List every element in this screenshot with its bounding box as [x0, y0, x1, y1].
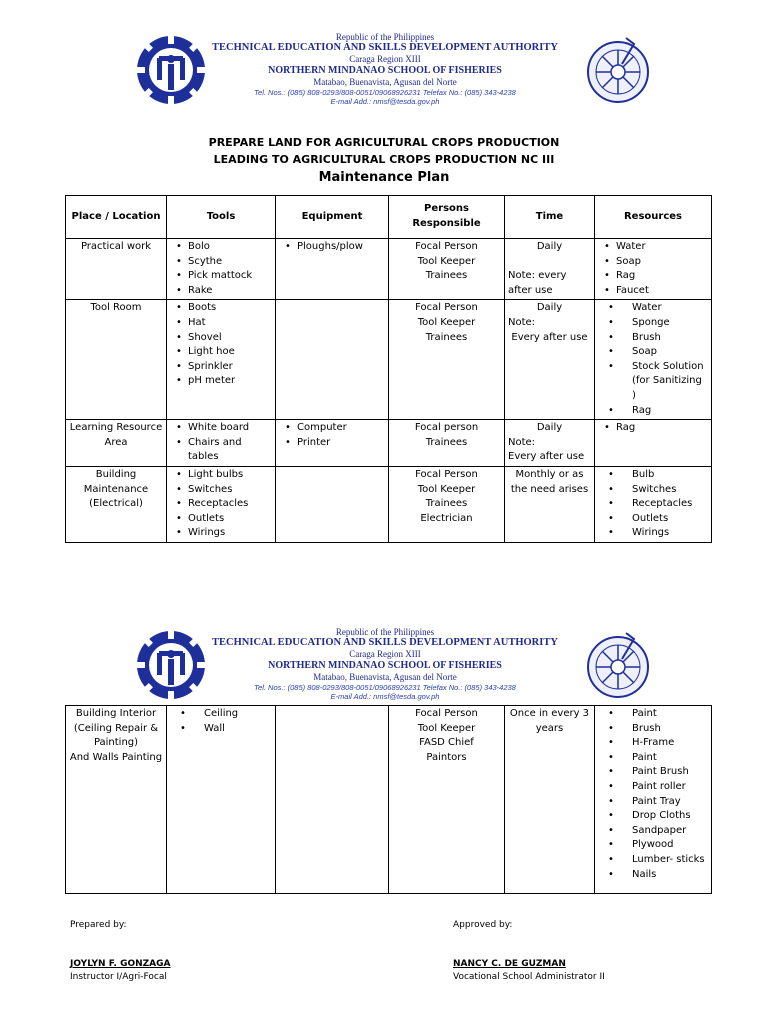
person-line: Electrician	[420, 512, 473, 524]
time-cell	[505, 239, 595, 300]
title-line-1: PREPARE LAND FOR AGRICULTURAL CROPS PRODUCTION	[208, 136, 560, 149]
resources-cell	[595, 239, 712, 300]
address-line: Matabao, Buenavista, Agusan del Norte	[313, 77, 457, 87]
list-item: • White board	[188, 421, 272, 436]
document-titles	[0, 134, 768, 188]
letterhead-top	[0, 32, 768, 112]
list-item: • Wirings	[632, 526, 708, 541]
school-name: NORTHERN MINDANAO SCHOOL OF FISHERIES	[268, 660, 502, 671]
tools-cell	[167, 420, 276, 467]
list-item: • Outlets	[188, 512, 272, 527]
table-row	[66, 420, 712, 467]
place-cell	[66, 706, 167, 894]
time-cell: Once in every 3 years	[505, 706, 595, 894]
time-line: Daily	[536, 302, 563, 314]
list-item: • Sponge	[632, 316, 708, 331]
tools-cell	[167, 706, 276, 894]
list-item: • Receptacles	[632, 497, 708, 512]
region-line: Caraga Region XIII	[349, 54, 421, 64]
list-item: • Pick mattock	[188, 269, 272, 284]
time-line	[508, 255, 591, 270]
list-item: • pH meter	[188, 374, 272, 389]
approved-by-title: Vocational School Administrator II	[453, 972, 605, 982]
email-line: E-mail Add.: nmsf@tesda.gov.ph	[330, 692, 440, 701]
equipment-cell	[276, 239, 389, 300]
maintenance-plan-table	[65, 195, 712, 543]
column-header-time: Time	[505, 196, 595, 239]
list-item: • Sprinkler	[188, 360, 272, 375]
approved-by-name: NANCY C. DE GUZMAN	[453, 959, 566, 969]
tesda-logo-icon	[135, 34, 207, 106]
equipment-cell	[276, 300, 389, 420]
list-item: • Switches	[188, 483, 272, 498]
prepared-by-label: Prepared by:	[70, 920, 127, 930]
persons-cell	[389, 420, 505, 467]
persons-cell	[389, 300, 505, 420]
letterhead-page-2	[0, 627, 768, 707]
list-item: • Lumber- sticks	[632, 853, 708, 868]
list-item: • Bolo	[188, 240, 272, 255]
resources-cell	[595, 420, 712, 467]
person-line: Focal Person	[415, 302, 478, 314]
place-line: Building Interior	[75, 708, 157, 719]
list-item: • Ceiling	[204, 707, 272, 722]
list-item: • Bulb	[632, 468, 708, 483]
column-header-persons: Persons Responsible	[389, 196, 505, 239]
person-line: FASD Chief	[419, 737, 474, 749]
column-header-resources: Resources	[595, 196, 712, 239]
place-line: Painting)	[93, 737, 139, 749]
list-item: • Stock Solution (for Sanitizing )	[632, 360, 708, 404]
telephone-line: Tel. Nos.: (085) 808-0293/808-0051/09068926231 Telefax No.: (085) 343-4238	[254, 683, 516, 692]
person-line: Tool Keeper	[417, 316, 476, 328]
equipment-cell	[276, 706, 389, 894]
equipment-cell	[276, 420, 389, 467]
person-line: Focal Person	[415, 241, 478, 252]
time-note: Note:	[508, 436, 536, 448]
list-item: • Brush	[632, 722, 708, 737]
list-item: • Plywood	[632, 838, 708, 853]
agency-name: TECHNICAL EDUCATION AND SKILLS DEVELOPMENT AUTHORITY	[212, 637, 558, 648]
person-line: Tool Keeper	[417, 255, 476, 267]
persons-cell	[389, 706, 505, 894]
place-cell: Building Maintenance (Electrical)	[66, 466, 167, 542]
prepared-by-name: JOYLYN F. GONZAGA	[70, 959, 171, 969]
person-line: Tool Keeper	[417, 483, 476, 495]
person-line: Trainees	[425, 436, 468, 448]
resources-cell	[595, 706, 712, 894]
list-item: • Water	[616, 240, 708, 255]
list-item: • H-Frame	[632, 736, 708, 751]
list-item: • Chairs and tables	[188, 436, 272, 465]
time-note: Every after use	[511, 331, 588, 343]
list-item: • Rag	[616, 269, 708, 284]
list-item: • Paint	[632, 707, 708, 722]
list-item: • Soap	[616, 255, 708, 270]
time-line: Daily	[536, 422, 563, 434]
table-row	[66, 239, 712, 300]
person-line: Trainees	[425, 270, 468, 282]
time-line: Daily	[536, 241, 563, 252]
persons-cell	[389, 239, 505, 300]
school-seal-icon	[582, 629, 654, 701]
list-item: • Wirings	[188, 526, 272, 541]
list-item: • Shovel	[188, 331, 272, 346]
list-item: • Paint	[632, 751, 708, 766]
list-item: • Switches	[632, 483, 708, 498]
place-line: And Walls Painting	[69, 751, 163, 763]
resources-cell	[595, 300, 712, 420]
approved-by-label: Approved by:	[453, 920, 513, 930]
agency-name: TECHNICAL EDUCATION AND SKILLS DEVELOPMENT AUTHORITY	[212, 42, 558, 53]
title-line-2: LEADING TO AGRICULTURAL CROPS PRODUCTION NC III	[213, 153, 555, 166]
persons-cell	[389, 466, 505, 542]
list-item: • Computer	[297, 421, 385, 436]
table-row	[66, 706, 712, 894]
telephone-line: Tel. Nos.: (085) 808-0293/808-0051/09068926231 Telefax No.: (085) 343-4238	[254, 88, 516, 97]
time-note: Note: every after use	[508, 270, 567, 296]
tools-cell	[167, 239, 276, 300]
resources-cell	[595, 466, 712, 542]
time-note: Every after use	[508, 451, 585, 463]
place-cell: Practical work	[66, 239, 167, 300]
list-item: • Light hoe	[188, 345, 272, 360]
approved-by-block	[453, 920, 605, 982]
list-item: • Ploughs/plow	[297, 240, 385, 255]
prepared-by-title: Instructor I/Agri-Focal	[70, 972, 167, 982]
tools-cell	[167, 466, 276, 542]
person-line: Paintors	[426, 751, 467, 763]
maintenance-plan-table-continued	[65, 705, 712, 894]
table-header-row	[66, 196, 712, 239]
email-line: E-mail Add.: nmsf@tesda.gov.ph	[330, 97, 440, 106]
prepared-by-block	[70, 920, 171, 982]
time-cell	[505, 300, 595, 420]
school-name: NORTHERN MINDANAO SCHOOL OF FISHERIES	[268, 65, 502, 76]
time-note: Note:	[508, 316, 536, 328]
list-item: • Scythe	[188, 255, 272, 270]
list-item: • Boots	[188, 301, 272, 316]
list-item: • Water	[632, 301, 708, 316]
list-item: • Sandpaper	[632, 824, 708, 839]
column-header-tools: Tools	[167, 196, 276, 239]
address-line: Matabao, Buenavista, Agusan del Norte	[313, 672, 457, 682]
list-item: • Outlets	[632, 512, 708, 527]
list-item: • Paint roller	[632, 780, 708, 795]
column-header-equipment: Equipment	[276, 196, 389, 239]
table-row	[66, 300, 712, 420]
list-item: • Rag	[632, 404, 708, 419]
list-item: • Paint Brush	[632, 765, 708, 780]
school-seal-icon	[582, 34, 654, 106]
region-line: Caraga Region XIII	[349, 649, 421, 659]
column-header-place: Place / Location	[66, 196, 167, 239]
list-item: • Soap	[632, 345, 708, 360]
person-line: Focal Person	[415, 468, 478, 480]
table-row	[66, 466, 712, 542]
tools-cell	[167, 300, 276, 420]
list-item: • Paint Tray	[632, 795, 708, 810]
place-cell: Tool Room	[66, 300, 167, 420]
list-item: • Rake	[188, 284, 272, 299]
time-cell: Monthly or as the need arises	[505, 466, 595, 542]
equipment-cell	[276, 466, 389, 542]
list-item: • Wall	[204, 722, 272, 737]
person-line: Trainees	[425, 498, 468, 510]
republic-line: Republic of the Philippines	[335, 627, 435, 637]
list-item: • Nails	[632, 868, 708, 883]
list-item: • Drop Cloths	[632, 809, 708, 824]
list-item: • Hat	[188, 316, 272, 331]
person-line: Tool Keeper	[417, 722, 476, 734]
list-item: • Printer	[297, 436, 385, 451]
time-cell	[505, 420, 595, 467]
list-item: • Brush	[632, 331, 708, 346]
list-item: • Faucet	[616, 284, 708, 299]
tesda-logo-icon	[135, 629, 207, 701]
place-line: (Ceiling Repair &	[73, 722, 159, 734]
title-line-3: Maintenance Plan	[318, 170, 450, 185]
place-cell: Learning Resource Area	[66, 420, 167, 467]
person-line: Focal Person	[415, 708, 478, 719]
list-item: • Receptacles	[188, 497, 272, 512]
person-line: Focal person	[414, 422, 479, 434]
list-item: • Rag	[616, 421, 708, 436]
republic-line: Republic of the Philippines	[335, 32, 435, 42]
list-item: • Light bulbs	[188, 468, 272, 483]
person-line: Trainees	[425, 331, 468, 343]
